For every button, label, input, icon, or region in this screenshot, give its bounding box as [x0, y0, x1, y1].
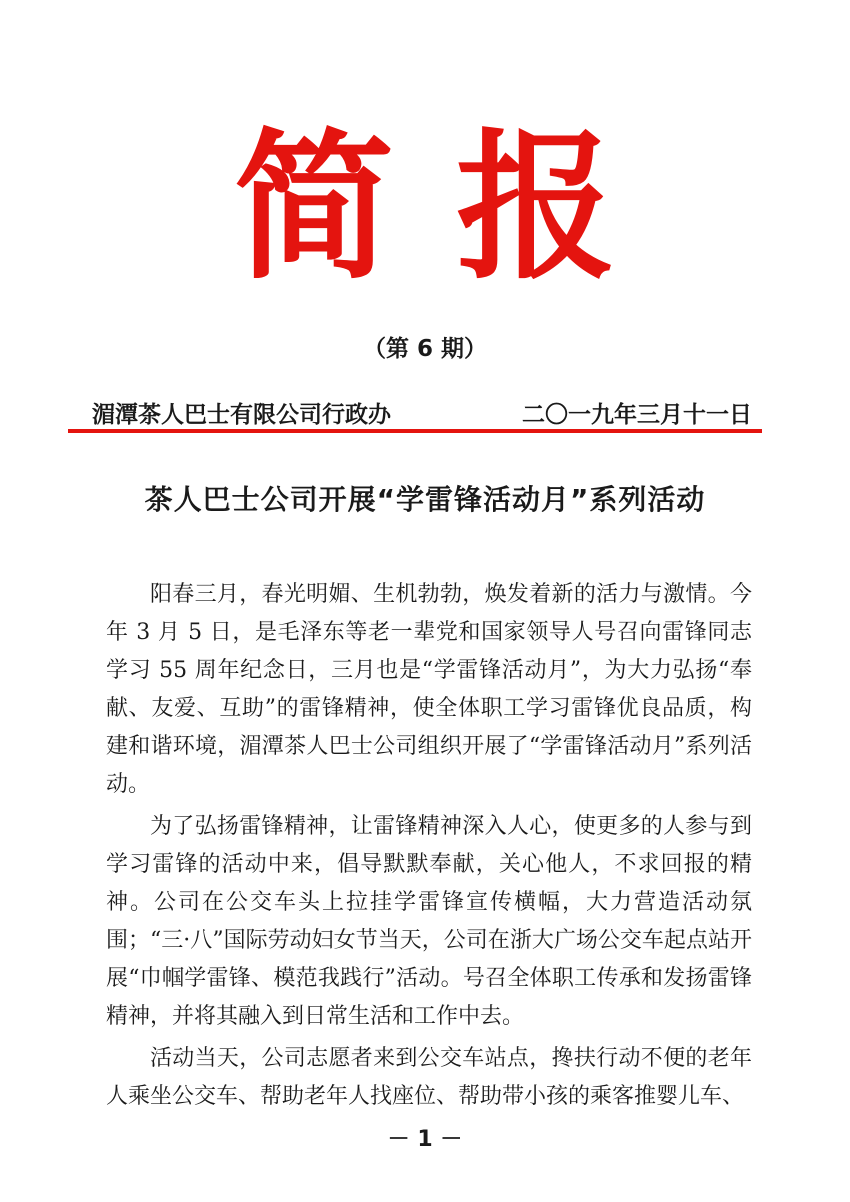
red-divider: [68, 429, 762, 433]
issue-date: 二〇一九年三月十一日: [522, 402, 752, 428]
paragraph: 为了弘扬雷锋精神，让雷锋精神深入人心，使更多的人参与到学习雷锋的活动中来，倡导默默奉献，关心他人，不求回报的精神。公司在公交车头上拉挂学雷锋宣传横幅，大力营造活动氛围；“三·八”国际劳动妇女节当天，公司在浙大广场公交车起点站开展“巾帼学雷锋、模范我践行”活动。号召全体职工传承和发扬雷锋精神，并将其融入到日常生活和工作中去。: [106, 814, 752, 1029]
page-number: － 1 －: [387, 1127, 463, 1152]
paragraph: 活动当天，公司志愿者来到公交车站点，搀扶行动不便的老年人乘坐公交车、帮助老年人找座位、帮助带小孩的乘客推婴儿车、: [106, 1046, 752, 1109]
article-body: [106, 576, 752, 1120]
article-title: 茶人巴士公司开展“学雷锋活动月”系列活动: [144, 483, 706, 516]
issue-number: （第 6 期）: [362, 336, 488, 362]
issuer-name: 湄潭茶人巴士有限公司行政办: [92, 402, 391, 428]
paragraph: 阳春三月，春光明媚、生机勃勃，焕发着新的活力与激情。今年 3 月 5 日，是毛泽东等老一辈党和国家领导人号召向雷锋同志学习 55 周年纪念日，三月也是“学雷锋活动月”，为大力弘扬“奉献、友爱、互助”的雷锋精神，使全体职工学习雷锋优良品质，构建和谐环境，湄潭茶人巴士公司组织开展了“学雷锋活动月”系列活动。: [106, 582, 752, 797]
masthead-title: 简报: [233, 114, 678, 301]
